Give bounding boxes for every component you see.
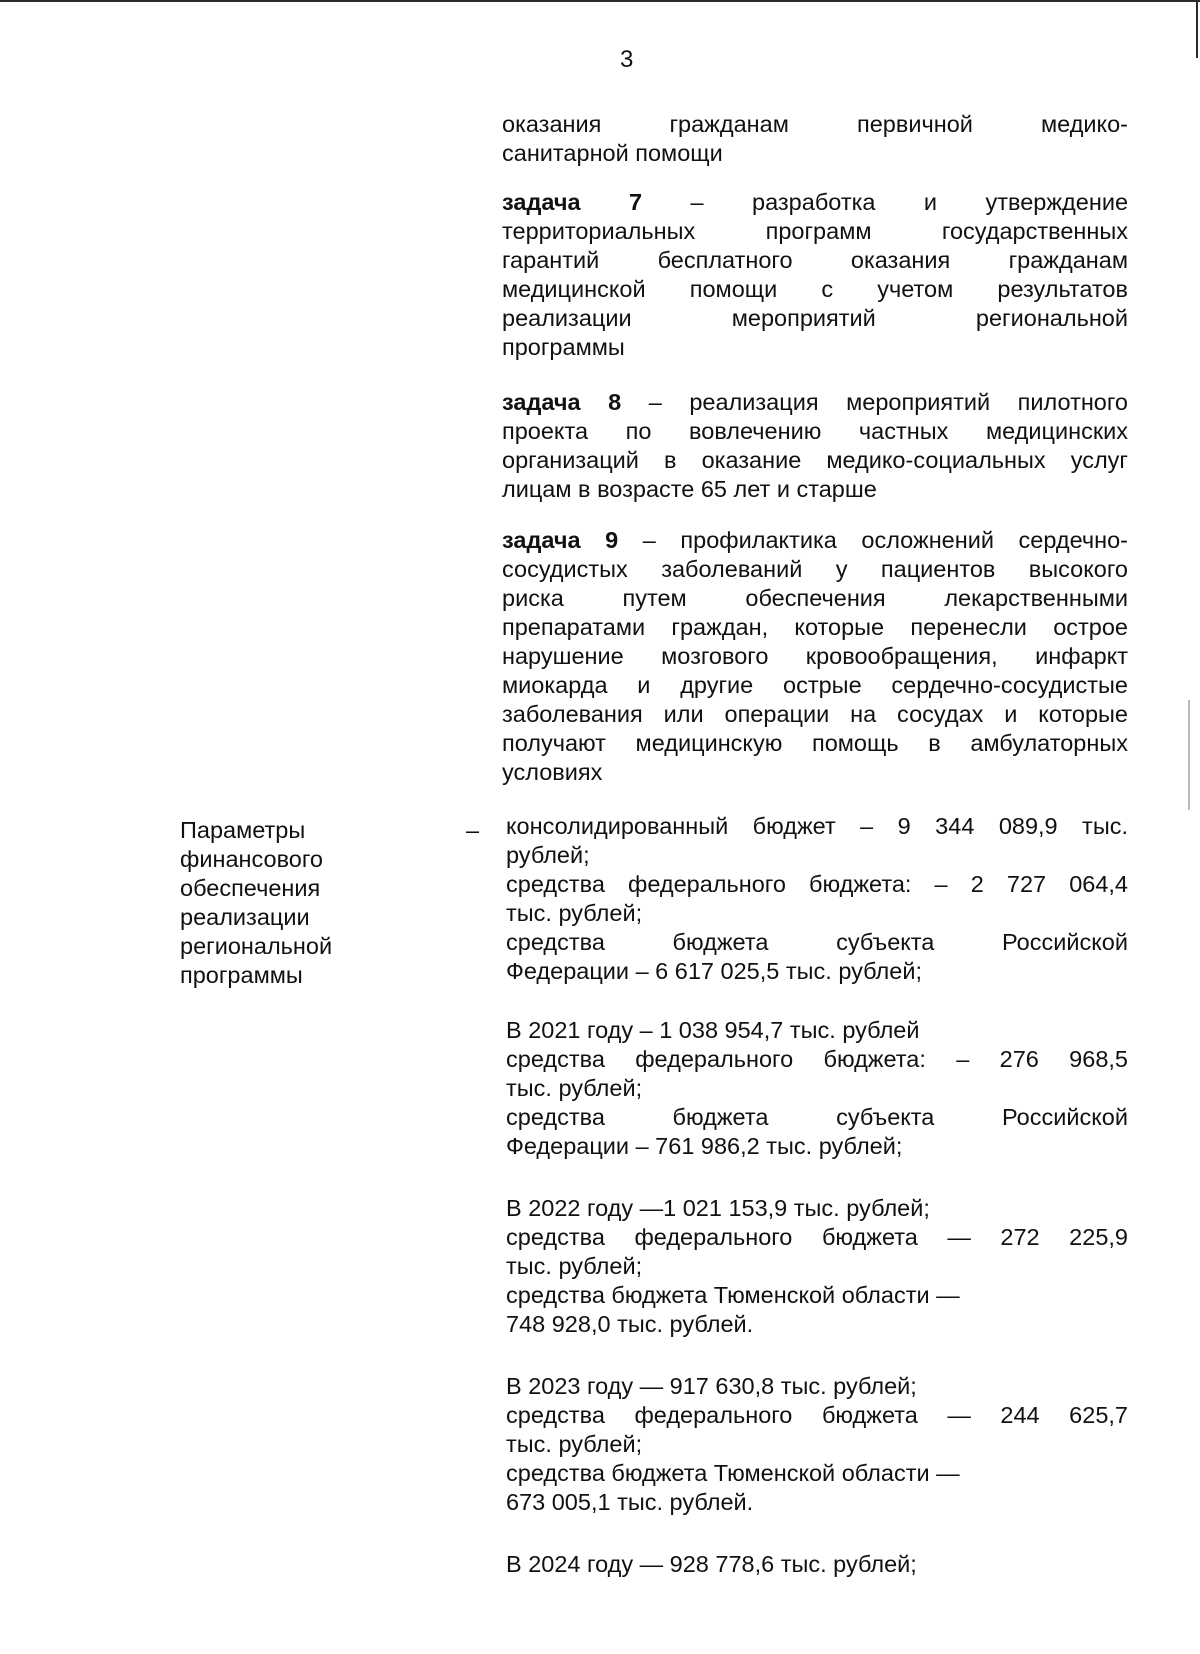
label-dash: –: [466, 817, 480, 843]
financing-line: В 2021 году – 1 038 954,7 тыс. рублей: [506, 1017, 920, 1043]
task-line: территориальных программ государственных: [502, 218, 1128, 244]
task-text: – профилактика осложнений сердечно-: [618, 527, 1129, 553]
financing-block-total: [506, 812, 1128, 986]
financing-line: тыс. рублей;: [506, 1431, 643, 1457]
task-line: гарантий бесплатного оказания гражданам: [502, 247, 1128, 273]
financing-line: средства федерального бюджета: – 276 968,5: [506, 1046, 1128, 1072]
financing-label-line: реализации: [180, 904, 310, 930]
task-line: медицинской помощи с учетом результатов: [502, 276, 1128, 302]
task-line: препаратами граждан, которые перенесли острое: [502, 614, 1128, 640]
task-line: проекта по вовлечению частных медицинских: [502, 418, 1128, 444]
task-text: – реализация мероприятий пилотного: [621, 389, 1128, 415]
financing-label: [180, 816, 420, 990]
financing-label-line: региональной: [180, 933, 333, 959]
financing-line: рублей;: [506, 842, 590, 868]
financing-label-line: Параметры: [180, 817, 306, 843]
financing-block-2023: [506, 1372, 1128, 1517]
financing-line: средства бюджета субъекта Российской: [506, 929, 1128, 955]
financing-label-line: финансового: [180, 846, 323, 872]
financing-label-line: обеспечения: [180, 875, 321, 901]
task-label: задача 8: [502, 389, 622, 415]
financing-line: средства федерального бюджета — 272 225,9: [506, 1224, 1128, 1250]
financing-line: тыс. рублей;: [506, 900, 643, 926]
financing-line: В 2023 году — 917 630,8 тыс. рублей;: [506, 1373, 917, 1399]
task-7-paragraph: [502, 188, 1128, 362]
intro-line: оказания гражданам первичной медико-: [502, 111, 1128, 137]
task-line: [502, 188, 1128, 217]
financing-block-2024: [506, 1550, 1128, 1579]
task-line: нарушение мозгового кровообращения, инфаркт: [502, 643, 1128, 669]
task-label: задача 9: [502, 527, 619, 553]
task-line: программы: [502, 334, 625, 360]
scan-border-right: [1196, 0, 1198, 58]
financing-line: Федерации – 761 986,2 тыс. рублей;: [506, 1133, 903, 1159]
task-text: – разработка и утверждение: [642, 189, 1129, 215]
financing-block-2021: [506, 1016, 1128, 1161]
financing-line: средства федерального бюджета: – 2 727 064,4: [506, 871, 1128, 897]
financing-line: В 2024 году — 928 778,6 тыс. рублей;: [506, 1551, 917, 1577]
task-8-paragraph: [502, 388, 1128, 504]
intro-paragraph: [502, 110, 1128, 168]
financing-line: 748 928,0 тыс. рублей.: [506, 1311, 754, 1337]
task-line: сосудистых заболеваний у пациентов высокого: [502, 556, 1128, 582]
task-line: [502, 526, 1128, 555]
task-line: [502, 388, 1128, 417]
task-line: миокарда и другие острые сердечно-сосудистые: [502, 672, 1128, 698]
financing-line: средства бюджета Тюменской области —: [506, 1282, 960, 1308]
financing-line: средства бюджета Тюменской области —: [506, 1460, 960, 1486]
intro-line: санитарной помощи: [502, 140, 723, 166]
scan-border-top: [0, 0, 1200, 2]
financing-line: средства федерального бюджета — 244 625,7: [506, 1402, 1128, 1428]
financing-line: средства бюджета субъекта Российской: [506, 1104, 1128, 1130]
task-line: организаций в оказание медико-социальных услуг: [502, 447, 1128, 473]
task-label: задача 7: [502, 189, 643, 215]
task-line: условиях: [502, 759, 603, 785]
task-line: получают медицинскую помощь в амбулаторных: [502, 730, 1128, 756]
task-line: лицам в возрасте 65 лет и старше: [502, 476, 877, 502]
task-line: реализации мероприятий региональной: [502, 305, 1128, 331]
financing-line: тыс. рублей;: [506, 1253, 643, 1279]
task-line: риска путем обеспечения лекарственными: [502, 585, 1128, 611]
financing-line: Федерации – 6 617 025,5 тыс. рублей;: [506, 958, 922, 984]
task-line: заболевания или операции на сосудах и которые: [502, 701, 1128, 727]
page-number: 3: [620, 46, 634, 73]
financing-line: 673 005,1 тыс. рублей.: [506, 1489, 754, 1515]
financing-line: консолидированный бюджет – 9 344 089,9 тыс.: [506, 813, 1128, 839]
task-9-paragraph: [502, 526, 1128, 787]
financing-label-line: программы: [180, 962, 303, 988]
scan-mark-right: [1188, 700, 1190, 810]
financing-line: тыс. рублей;: [506, 1075, 643, 1101]
financing-block-2022: [506, 1194, 1128, 1339]
financing-line: В 2022 году —1 021 153,9 тыс. рублей;: [506, 1195, 930, 1221]
